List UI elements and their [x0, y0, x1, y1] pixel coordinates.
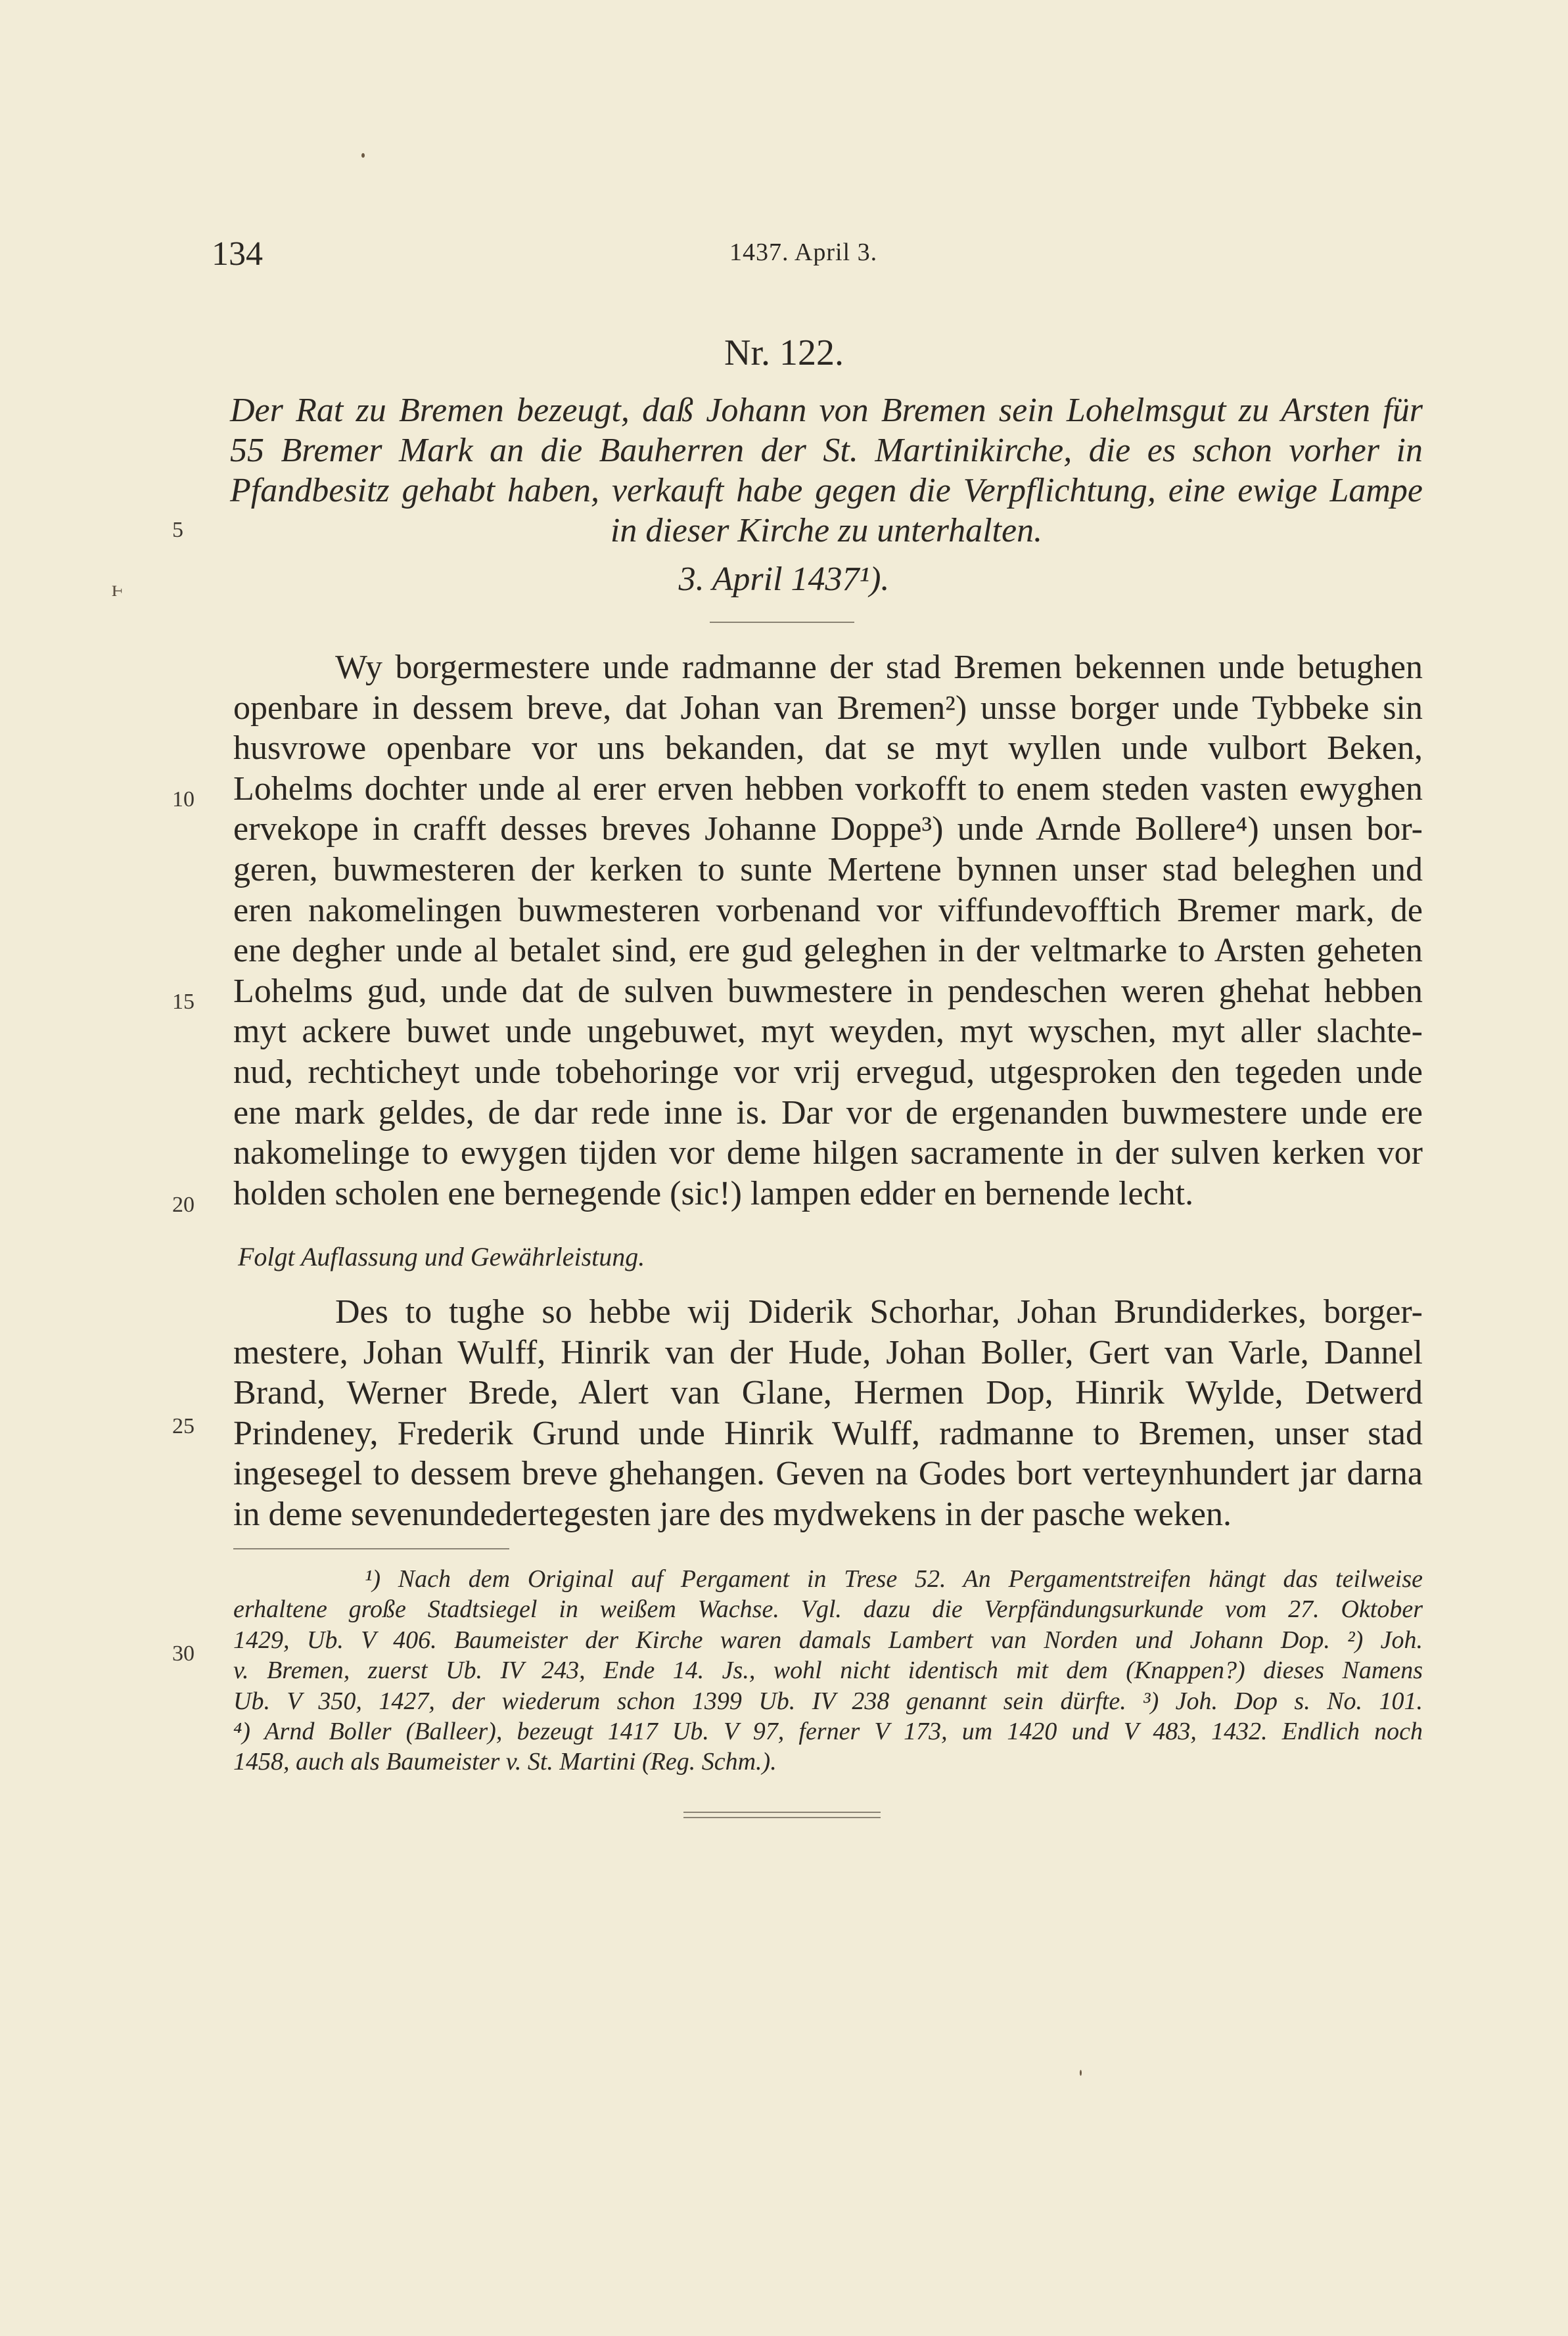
text-line: openbare in dessem breve, dat Johan van Bremen²) unsse borger unde Tybbeke sin [233, 689, 1423, 727]
paper-speck [361, 153, 365, 158]
divider [710, 622, 854, 623]
line-number: 5 [172, 518, 183, 542]
regest-line: Der Rat zu Bremen bezeugt, daß Johann von Bremen sein Lohelmsgut zu Arsten für [230, 392, 1423, 429]
margin-mark: ⱶ [112, 577, 124, 601]
text-line: Lohelms dochter unde al erer erven hebben vorkofft to enem steden vasten ewyghen [233, 769, 1423, 808]
text-line: eren nakomelingen buwmesteren vorbenand vor viffundevofftich Bremer mark, de [233, 891, 1423, 929]
end-divider [683, 1812, 881, 1813]
regest-line: Pfandbesitz gehabt haben, verkauft habe gegen die Verpflichtung, eine ewige Lampe [230, 472, 1423, 509]
charter-text [233, 647, 1423, 1214]
text-line: geren, buwmesteren der kerken to sunte Mertene bynnen unser stad beleghen und [233, 850, 1423, 888]
footnote-line: 1458, auch als Baumeister v. St. Martini (Reg. Schm.). [233, 1748, 777, 1776]
text-line: nakomelinge to ewygen tijden vor deme hilgen sacramente in der sulven kerken vor [233, 1134, 1423, 1172]
text-line: ingesegel to dessem breve ghehangen. Geven na Godes bort verteynhundert jar darna [233, 1455, 1423, 1493]
paper-speck [1080, 2070, 1082, 2076]
line-number: 20 [172, 1193, 195, 1217]
text-line: ene mark geldes, de dar rede inne is. Dar vor de ergenanden buwmestere unde ere [233, 1093, 1423, 1132]
line-number: 30 [172, 1641, 195, 1666]
regest [230, 390, 1423, 551]
page-number: 134 [212, 235, 263, 273]
text-line: Des to tughe so hebbe wij Diderik Schorhar, Johan Brundiderkes, borger- [335, 1293, 1423, 1331]
line-number: 15 [172, 990, 195, 1014]
footnote-line: erhaltene große Stadtsiegel in weißem Wachse. Vgl. dazu die Verpfändungsurkunde vom 27. Oktober [233, 1595, 1423, 1624]
document-number: Nr. 122. [724, 332, 844, 373]
line-number: 25 [172, 1414, 195, 1438]
footnote-line: Ub. V 350, 1427, der wiederum schon 1399 Ub. IV 238 genannt sein dürfte. ³) Joh. Dop s. No. 101. [233, 1687, 1423, 1715]
footnote-line: 1429, Ub. V 406. Baumeister der Kirche waren damals Lambert van Norden und Johann Dop. ²) Joh. [233, 1626, 1423, 1654]
regest-line: 55 Bremer Mark an die Bauherren der St. Martinikirche, die es schon vorher in [230, 432, 1423, 469]
line-number: 10 [172, 787, 195, 812]
text-line: ene degher unde al betalet sind, ere gud geleghen in der veltmarke to Arsten geheten [233, 932, 1423, 970]
document-date: 3. April 1437¹). [678, 561, 890, 598]
text-line: holden scholen ene bernegende (sic!) lampen edder en bernende lecht. [233, 1174, 1194, 1212]
running-head: 1437. April 3. [729, 239, 878, 266]
text-line: Wy borgermestere unde radmanne der stad Bremen bekennen unde betughen [335, 649, 1423, 686]
end-divider [683, 1817, 881, 1818]
text-line: husvrowe openbare vor uns bekanden, dat se myt wyllen unde vulbort Beken, [233, 729, 1423, 767]
charter-text [233, 1292, 1423, 1535]
text-line: myt ackere buwet unde ungebuwet, myt weyden, myt wyschen, myt aller slachte- [233, 1013, 1423, 1051]
text-line: Prindeney, Frederik Grund unde Hinrik Wulff, radmanne to Bremen, unser stad [233, 1414, 1423, 1452]
text-line: Lohelms gud, unde dat de sulven buwmestere in pendeschen weren ghehat hebben [233, 972, 1423, 1010]
footnote-divider [233, 1548, 509, 1549]
footnote-line: ⁴) Arnd Boller (Balleer), bezeugt 1417 Ub. V 97, ferner V 173, um 1420 und V 483, 1432. Endlich noch [233, 1718, 1423, 1746]
editor-note: Folgt Auflassung und Gewährleistung. [238, 1242, 645, 1271]
footnote-line: ¹) Nach dem Original auf Pergament in Trese 52. An Pergamentstreifen hängt das teilweise [365, 1565, 1423, 1593]
footnotes [233, 1564, 1423, 1777]
text-line: in deme sevenundedertegesten jare des mydwekens in der pasche weken. [233, 1495, 1232, 1533]
regest-line: in dieser Kirche zu unterhalten. [610, 512, 1043, 549]
text-line: Brand, Werner Brede, Alert van Glane, Hermen Dop, Hinrik Wylde, Detwerd [233, 1374, 1423, 1412]
text-line: ervekope in crafft desses breves Johanne Doppe³) unde Arnde Bollere⁴) unsen bor- [233, 810, 1423, 848]
text-line: mestere, Johan Wulff, Hinrik van der Hude, Johan Boller, Gert van Varle, Dannel [233, 1333, 1423, 1371]
footnote-line: v. Bremen, zuerst Ub. IV 243, Ende 14. Js., wohl nicht identisch mit dem (Knappen?) dieses Namens [233, 1657, 1423, 1685]
text-line: nud, rechticheyt unde tobehoringe vor vrij ervegud, utgesproken den tegeden unde [233, 1053, 1423, 1091]
